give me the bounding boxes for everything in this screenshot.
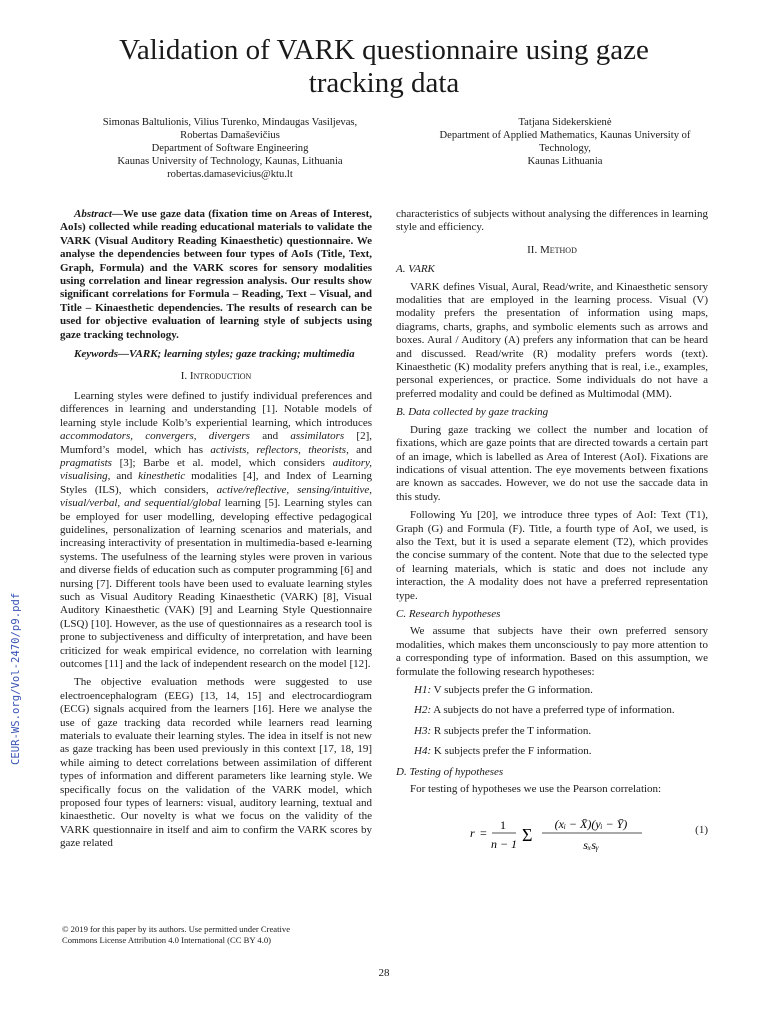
abstract-label: Abstract: [74, 208, 112, 220]
gaze-paragraph-2: Following Yu [20], we introduce three types of AoI: Text (T1), Graph (G) and Formula (F). Title, a fourth type of AoI, we used, is also the Text, but it is used a separate element (T2), which provides the concise summary of the content. Note that due to the selected type of learning materials, which is static and does not include any interaction, the A modality does not have a preferred representation type.: [396, 509, 708, 602]
intro-paragraph-1: Learning styles were defined to justify individual preferences and differences in learning and understanding [1]. Notable models of learning style include Kolb’s experiential learning, which introduces accommodators, convergers, divergers and assimilators [2], Mumford’s model, which has activists, reflectors, theorists, and pragmatists [3]; Barbe et al. model, which considers auditory, visualising, and kinesthetic modalities [4], and Index of Learning Styles (ILS), which considers, active/reflective, sensing/intuitive, visual/verbal, and sequential/global learning [5]. Learning styles can be employed for user modelling, developing effective pedagogical guidelines, personalization of learning scenarios and materials, and increasing interactivity of presentation in multimedia-based e-learning systems. The usefulness of the learning styles were proven in various and diverse fields of education such as computer programming [6] and nursing [7]. Different tools have been used to evaluate learning styles such as Visual Auditory Reading Kinaesthetic (VARK) [8], Visual Auditory Kinaesthetic (VAK) [9] and Learning Style Questionnaire (LSQ) [10]. However, as the use of questionnaires as a research tool is prone to subjectiveness and difficulty of interpretation, and have been criticized for weak empirical evidence, no correlation with learning outcomes [11] and the lack of independent research on the model [12].: [60, 389, 373, 670]
intro-paragraph-continued: characteristics of subjects without analysing the differences in learning style and efficiency.: [396, 208, 708, 234]
author-block-left: [40, 116, 420, 181]
hypothesis-1: H1: V subjects prefer the G information.: [414, 684, 593, 696]
subsection-heading-hypotheses: C. Research hypotheses: [396, 607, 501, 620]
abstract: [60, 208, 372, 342]
formula-denominator: sₓsᵧ: [583, 838, 599, 853]
hypothesis-3: H3: R subjects prefer the T information.: [414, 724, 592, 737]
intro-paragraph-2: The objective evaluation methods were suggested to use electroencephalogram (EEG) [13, 14, 15] and electrocardiogram (ECG) signals acquired from the learners [16]. Here we analyse the use of gaze tracking data recorded while learners read learning materials to evaluate their learning styles. The idea in itself is not new as gaze tracking has been used previously in this context [17, 18, 19] while aiming to detect correlations between assimilation of different types of information and different parameters like learning style. We specifically focus on the validation of the VARK model, which proposed four types of learners: visual, auditory learning, textual and kinaesthetic. Our novelty is what we focus on the validity of the VARK questionnaire in itself and aim to confirm the VARK scores by gaze related: [60, 676, 372, 850]
subsection-heading-vark: A. VARK: [396, 263, 435, 276]
author-affiliation: Kaunas Lithuania: [527, 156, 603, 167]
keywords: Keywords—VARK; learning styles; gaze tracking; multimedia: [74, 348, 355, 361]
subsection-heading-gaze-data: B. Data collected by gaze tracking: [396, 406, 549, 419]
formula-graphic: [456, 804, 666, 864]
subsection-heading-testing: D. Testing of hypotheses: [396, 765, 504, 778]
hypothesis-4: H4: K subjects prefer the F information.: [414, 745, 592, 758]
formula-one: 1: [500, 818, 506, 833]
formula-sum: Σ: [522, 825, 533, 846]
abstract-text: —We use gaze data (fixation time on Areas of Interest, AoIs) collected while reading educational materials to validate the VARK (Visual Auditory Reading Kinaesthetic) questionnaire. We analyse the dependencies between four types of AoIs (Title, Text, Graph, Formula) and the VARK scores for sensory modalities using correlation and linear regression analysis. Our results show significant correlations for Formula – Reading, Text – Visual, and Title – Kinaesthetic dependencies. The results of research can be used for objective evaluation of learning style of subjects using gaze tracking technology.: [60, 208, 372, 341]
author-name: Tatjana Sidekerskienė: [518, 117, 612, 128]
formula-n-minus-1: n − 1: [490, 837, 518, 852]
hypothesis-2: H2: A subjects do not have a preferred type of information.: [414, 704, 675, 717]
page-number: 28: [378, 967, 390, 979]
left-column: [60, 208, 372, 856]
section-heading-introduction: I. Introduction: [180, 370, 252, 383]
section-heading-method: II. Method: [527, 243, 577, 256]
paper-title: Validation of VARK questionnaire using gaze tracking data: [119, 34, 649, 99]
right-column: [396, 208, 708, 864]
author-block-right: [390, 116, 740, 168]
formula-r: r: [470, 826, 475, 841]
author-affiliation: Kaunas University of Technology, Kaunas, Lithuania: [117, 156, 343, 167]
author-department-cont: Technology,: [539, 143, 591, 154]
formula-numerator: (xᵢ − X̄)(yᵢ − Ȳ): [554, 817, 628, 832]
author-department: Department of Applied Mathematics, Kaunas University of: [439, 130, 691, 141]
testing-paragraph: For testing of hypotheses we use the Pearson correlation:: [410, 783, 662, 796]
author-email: robertas.damasevicius@ktu.lt: [167, 169, 293, 180]
author-names-cont: Robertas Damaševičius: [180, 130, 280, 141]
author-names: Simonas Baltulionis, Vilius Turenko, Mindaugas Vasiljevas,: [102, 117, 358, 128]
equation-number: (1): [695, 824, 708, 837]
gaze-paragraph-1: During gaze tracking we collect the number and location of fixations, which are gaze points that are directed towards a certain part of an image, which is labelled as Area of Interest (AoI). Fixations are indications of visual attention. The eye movements between fixations are known as saccades. However, we do not use the saccade data in this study.: [396, 423, 708, 503]
author-department: Department of Software Engineering: [151, 143, 309, 154]
hypotheses-paragraph: We assume that subjects have their own preferred sensory modalities, which makes them unconsciously to pay more attention to a corresponding type of information. Based on this assumption, we formulate the following research hypotheses:: [396, 625, 708, 678]
license-footnote: © 2019 for this paper by its authors. Use permitted under Creative Commons License Attribution 4.0 International (CC BY 4.0): [62, 924, 291, 945]
ceur-side-label[interactable]: CEUR-WS.org/Vol-2470/p9.pdf: [10, 592, 22, 765]
pearson-formula: [396, 804, 708, 864]
vark-paragraph: VARK defines Visual, Aural, Read/write, and Kinaesthetic sensory modalities that are employed in the learning process. Visual (V) modality prefers the presentation of information using maps, diagrams, charts, graphs, and symbolic elements such as arrows and boxes. Aural / Auditory (A) prefers any information that can be heard and discussed. Read/write (R) modality prefers words (text). Kinaesthetic (K) modality prefers anything that is real, i.e., examples, personal experiences, or practice. Some individuals do not have a preferred modality and could be defined as Multimodal (MM).: [396, 280, 708, 400]
formula-equals: =: [480, 826, 487, 841]
